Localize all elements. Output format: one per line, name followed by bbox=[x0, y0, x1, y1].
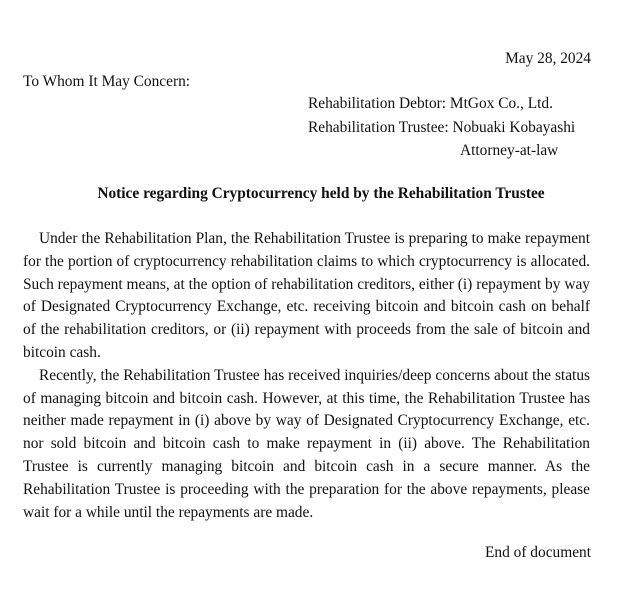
trustee-title: Attorney-at-law bbox=[460, 142, 559, 159]
salutation: To Whom It May Concern: bbox=[23, 73, 191, 90]
body-paragraph: Under the Rehabilitation Plan, the Rehabilitation Trustee is preparing to make repayment for the portion of cryptocurrency rehabilitation claims to which cryptocurrency is allocated. Such repayment means, at the option of rehabilitation creditors, either (i) repayment by way of Designated Cryptocurrency Exchange, etc. receiving bitcoin and bitcoin cash on behalf of the rehabilitation creditors, or (ii) repayment with proceeds from the sale of bitcoin and bitcoin cash. bbox=[23, 230, 590, 361]
rehabilitation-trustee: Rehabilitation Trustee: Nobuaki Kobayashi bbox=[308, 119, 576, 136]
notice-body bbox=[23, 228, 590, 524]
body-paragraph: Recently, the Rehabilitation Trustee has received inquiries/deep concerns about the status of managing bitcoin and bitcoin cash. However, at this time, the Rehabilitation Trustee has neither made repayment in (i) above by way of Designated Cryptocurrency Exchange, etc. nor sold bitcoin and bitcoin cash to make repayment in (ii) above. The Rehabilitation Trustee is currently managing bitcoin and bitcoin cash in a secure manner. As the Rehabilitation Trustee is proceeding with the preparation for the above repayments, please wait for a while until the repayments are made. bbox=[23, 366, 590, 521]
end-of-document: End of document bbox=[485, 544, 591, 561]
notice-title: Notice regarding Cryptocurrency held by the Rehabilitation Trustee bbox=[97, 185, 545, 202]
rehabilitation-debtor: Rehabilitation Debtor: MtGox Co., Ltd. bbox=[308, 95, 553, 112]
document-date: May 28, 2024 bbox=[505, 50, 591, 67]
